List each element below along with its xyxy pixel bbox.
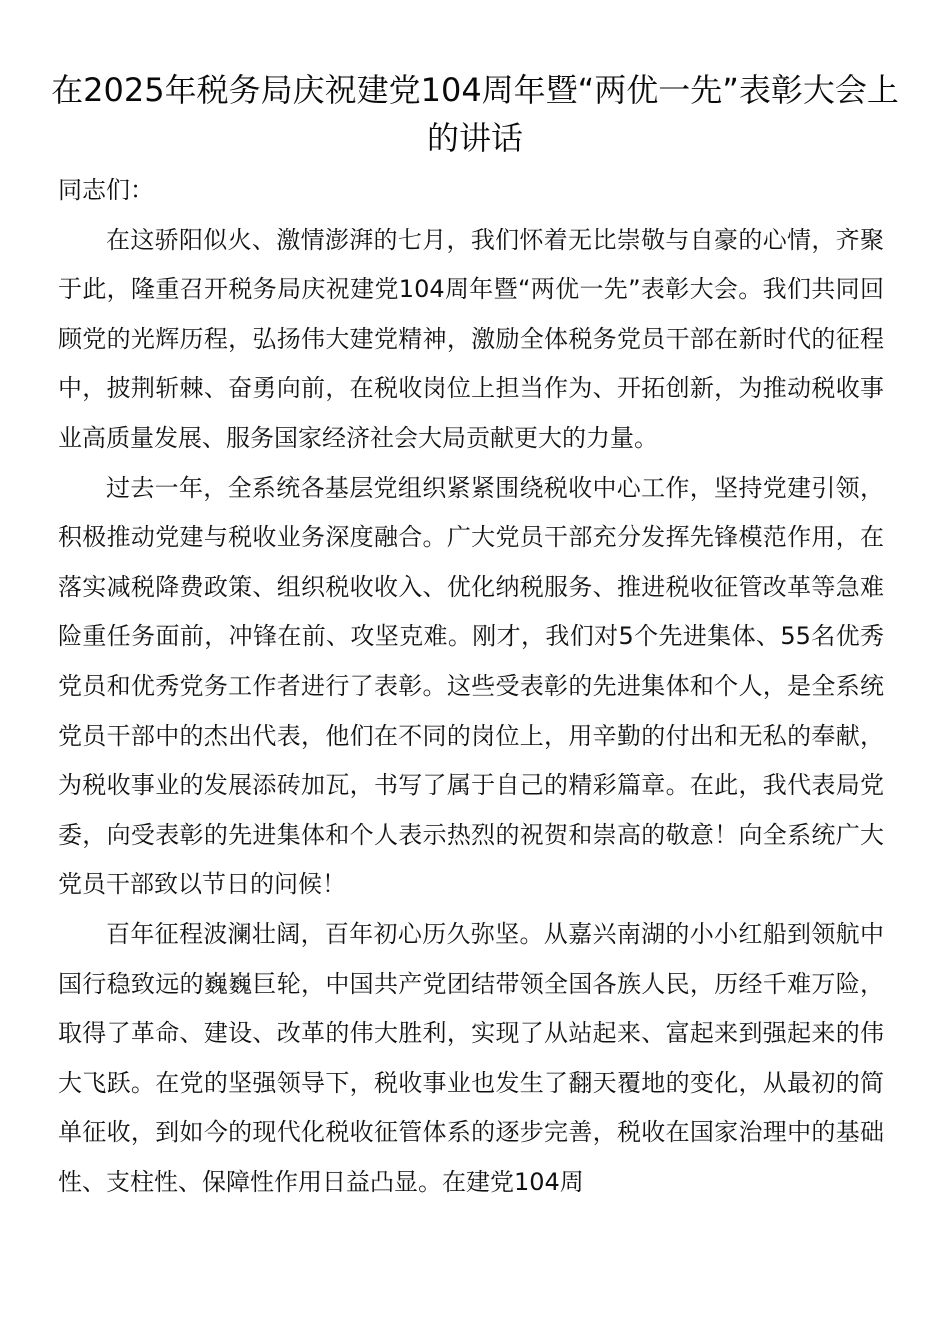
salutation: 同志们： [58, 176, 154, 204]
document-body [58, 166, 884, 1207]
paragraph: 在这骄阳似火、激情澎湃的七月，我们怀着无比崇敬与自豪的心情，齐聚于此，隆重召开税务局庆祝建党104周年暨“两优一先”表彰大会。我们共同回顾党的光辉历程，弘扬伟大建党精神，激励全体税务党员干部在新时代的征程中，披荆斩棘、奋勇向前，在税收岗位上担当作为、开拓创新，为推动税收事业高质量发展、服务国家经济社会大局贡献更大的力量。 [58, 225, 884, 452]
paragraph: 百年征程波澜壮阔，百年初心历久弥坚。从嘉兴南湖的小小红船到领航中国行稳致远的巍巍巨轮，中国共产党团结带领全国各族人民，历经千难万险，取得了革命、建设、改革的伟大胜利，实现了从站起来、富起来到强起来的伟大飞跃。在党的坚强领导下，税收事业也发生了翻天覆地的变化，从最初的简单征收，到如今的现代化税收征管体系的逐步完善，税收在国家治理中的基础性、支柱性、保障性作用日益凸显。在建党104周 [58, 919, 884, 1196]
document-title: 在2025年税务局庆祝建党104周年暨“两优一先”表彰大会上的讲话 [51, 71, 899, 157]
paragraph: 过去一年，全系统各基层党组织紧紧围绕税收中心工作，坚持党建引领，积极推动党建与税收业务深度融合。广大党员干部充分发挥先锋模范作用，在落实减税降费政策、组织税收收入、优化纳税服务、推进税收征管改革等急难险重任务面前，冲锋在前、攻坚克难。刚才，我们对5个先进集体、55名优秀党员和优秀党务工作者进行了表彰。这些受表彰的先进集体和个人，是全系统党员干部中的杰出代表，他们在不同的岗位上，用辛勤的付出和无私的奉献，为税收事业的发展添砖加瓦，书写了属于自己的精彩篇章。在此，我代表局党委，向受表彰的先进集体和个人表示热烈的祝贺和崇高的敬意！向全系统广大党员干部致以节日的问候！ [58, 473, 884, 899]
